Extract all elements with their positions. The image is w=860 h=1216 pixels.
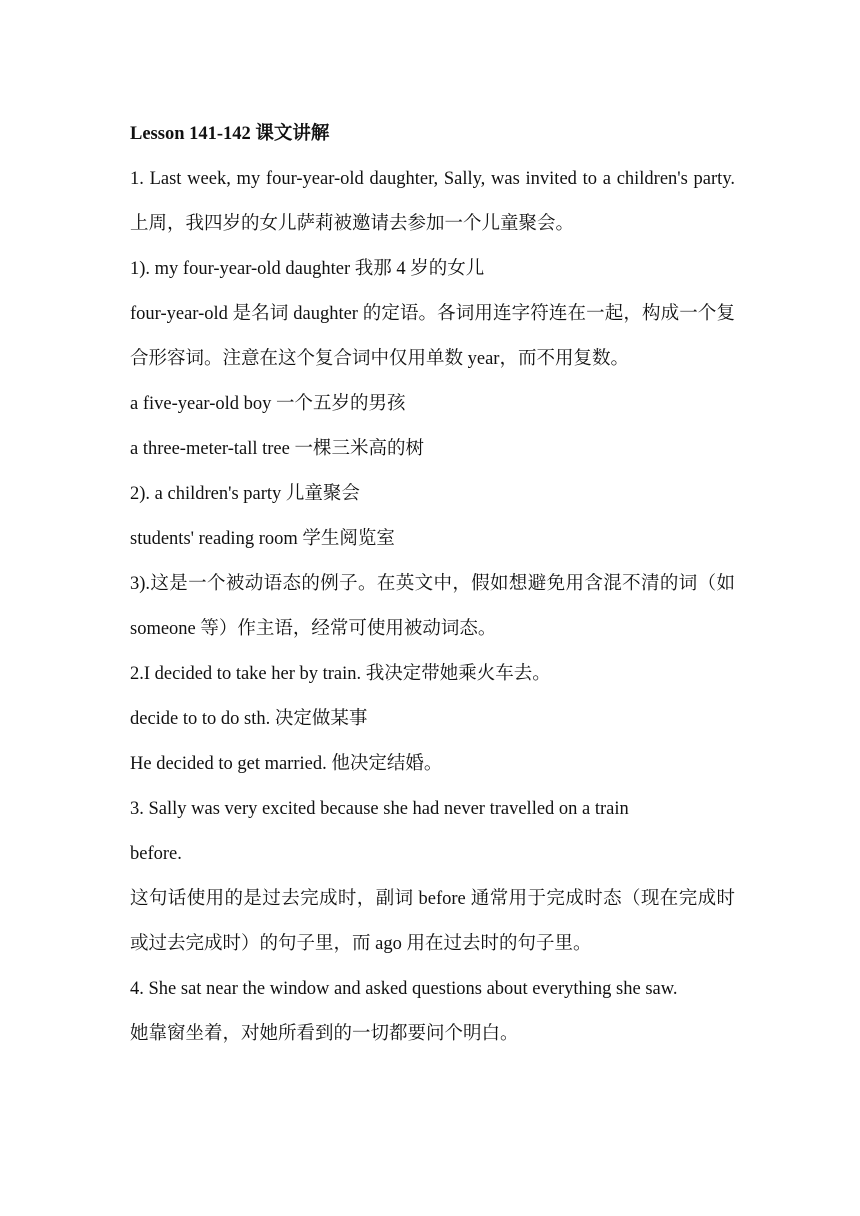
paragraph: 2.I decided to take her by train. 我决定带她乘火车去。 (130, 664, 551, 684)
paragraph: 2). a children's party 儿童聚会 (130, 484, 360, 504)
paragraph: 1). my four-year-old daughter 我那 4 岁的女儿 (130, 259, 485, 279)
paragraph: a three-meter-tall tree 一棵三米高的树 (130, 439, 424, 459)
paragraph: before. (130, 844, 182, 864)
document-title: Lesson 141-142 课文讲解 (130, 124, 330, 144)
paragraph: 这句话使用的是过去完成时，副词 before 通常用于完成时态（现在完成时或过去完成时）的句子里，而 ago 用在过去时的句子里。 (130, 889, 735, 954)
document-page (130, 112, 735, 1057)
paragraph: students' reading room 学生阅览室 (130, 529, 395, 549)
paragraph: 她靠窗坐着，对她所看到的一切都要问个明白。 (130, 1024, 519, 1044)
paragraph: 3).这是一个被动语态的例子。在英文中，假如想避免用含混不清的词（如 someone 等）作主语，经常可使用被动词态。 (130, 574, 735, 639)
document-body (130, 157, 735, 1057)
paragraph: a five-year-old boy 一个五岁的男孩 (130, 394, 406, 414)
paragraph: 3. Sally was very excited because she had never travelled on a train (130, 799, 629, 819)
paragraph: four-year-old 是名词 daughter 的定语。各词用连字符连在一起，构成一个复合形容词。注意在这个复合词中仅用单数 year，而不用复数。 (130, 304, 735, 369)
paragraph: He decided to get married. 他决定结婚。 (130, 754, 443, 774)
paragraph: decide to to do sth. 决定做某事 (130, 709, 368, 729)
paragraph: 4. She sat near the window and asked questions about everything she saw. (130, 979, 678, 999)
paragraph: 1. Last week, my four-year-old daughter, Sally, was invited to a children's party.上周，我四岁的女儿萨莉被邀请去参加一个儿童聚会。 (130, 169, 735, 234)
